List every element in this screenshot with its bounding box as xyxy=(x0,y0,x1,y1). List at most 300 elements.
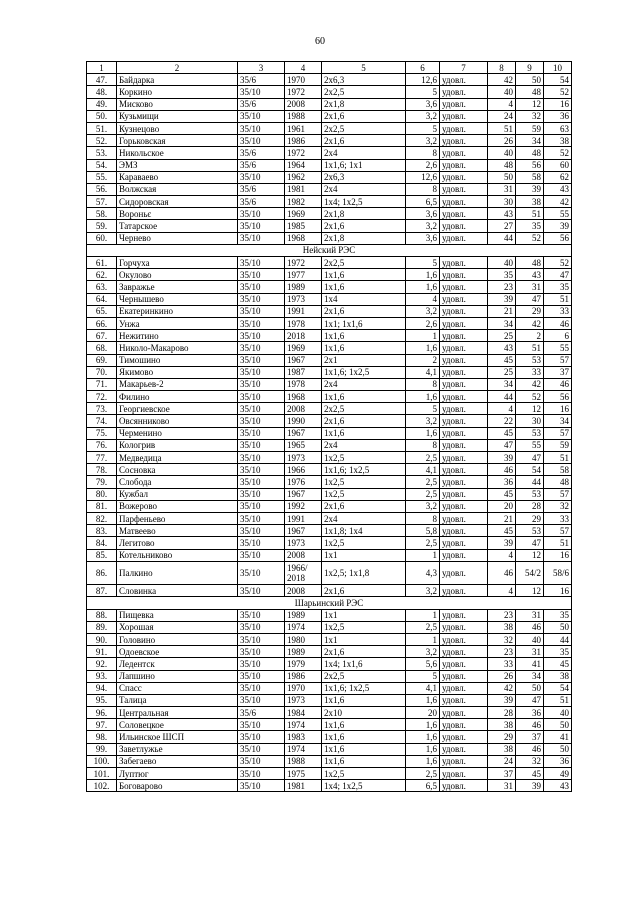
substation-name: Якимово xyxy=(117,366,238,378)
transformers: 1х2,5 xyxy=(322,476,406,488)
year: 1973 xyxy=(285,537,322,549)
condition: удовл. xyxy=(440,488,488,500)
voltage: 35/10 xyxy=(238,694,285,706)
table-row xyxy=(87,427,572,439)
value-9: 46 xyxy=(516,743,544,755)
row-number: 73. xyxy=(87,403,117,415)
transformers: 2х1,6 xyxy=(322,500,406,512)
year: 1972 xyxy=(285,86,322,98)
condition: удовл. xyxy=(440,159,488,171)
capacity: 4,1 xyxy=(406,366,440,378)
value-8: 50 xyxy=(488,171,516,183)
year: 1980 xyxy=(285,633,322,645)
table-row xyxy=(87,232,572,244)
substation-name: Слобода xyxy=(117,476,238,488)
substation-name: Заветлужье xyxy=(117,743,238,755)
condition: удовл. xyxy=(440,403,488,415)
header-cell: 4 xyxy=(285,62,322,74)
value-8: 30 xyxy=(488,196,516,208)
value-8: 34 xyxy=(488,317,516,329)
transformers: 1х1,6 xyxy=(322,427,406,439)
year: 2018 xyxy=(285,330,322,342)
voltage: 35/10 xyxy=(238,305,285,317)
value-8: 43 xyxy=(488,342,516,354)
capacity: 2,6 xyxy=(406,159,440,171)
voltage: 35/10 xyxy=(238,427,285,439)
value-8: 37 xyxy=(488,768,516,780)
value-8: 47 xyxy=(488,439,516,451)
year: 1986 xyxy=(285,135,322,147)
year: 1973 xyxy=(285,293,322,305)
condition: удовл. xyxy=(440,147,488,159)
substation-name: Ледентск xyxy=(117,658,238,670)
table-row xyxy=(87,512,572,524)
table-row xyxy=(87,74,572,86)
table-row xyxy=(87,561,572,585)
substation-name: Екатеринкино xyxy=(117,305,238,317)
value-10: 51 xyxy=(544,293,572,305)
section-heading-row xyxy=(87,244,572,256)
value-10: 44 xyxy=(544,633,572,645)
value-10: 51 xyxy=(544,452,572,464)
year: 1974 xyxy=(285,621,322,633)
transformers: 2х2,5 xyxy=(322,257,406,269)
value-10: 54 xyxy=(544,74,572,86)
value-8: 45 xyxy=(488,525,516,537)
capacity: 3,2 xyxy=(406,110,440,122)
value-9: 51 xyxy=(516,208,544,220)
value-10: 32 xyxy=(544,500,572,512)
capacity: 5 xyxy=(406,257,440,269)
row-number: 56. xyxy=(87,183,117,195)
condition: удовл. xyxy=(440,731,488,743)
condition: удовл. xyxy=(440,646,488,658)
value-8: 39 xyxy=(488,694,516,706)
value-8: 43 xyxy=(488,208,516,220)
table-row xyxy=(87,293,572,305)
voltage: 35/10 xyxy=(238,670,285,682)
value-8: 40 xyxy=(488,147,516,159)
table-row xyxy=(87,439,572,451)
capacity: 1,6 xyxy=(406,743,440,755)
value-10: 46 xyxy=(544,378,572,390)
condition: удовл. xyxy=(440,512,488,524)
value-10: 56 xyxy=(544,232,572,244)
substation-name: Коркино xyxy=(117,86,238,98)
row-number: 70. xyxy=(87,366,117,378)
table-row xyxy=(87,585,572,597)
table-row xyxy=(87,452,572,464)
substation-name: Кузнецово xyxy=(117,122,238,134)
value-8: 38 xyxy=(488,719,516,731)
capacity: 8 xyxy=(406,439,440,451)
substation-name: Унжа xyxy=(117,317,238,329)
value-8: 28 xyxy=(488,707,516,719)
table-row xyxy=(87,682,572,694)
table-row xyxy=(87,476,572,488)
condition: удовл. xyxy=(440,452,488,464)
row-number: 52. xyxy=(87,135,117,147)
table-row xyxy=(87,281,572,293)
capacity: 3,2 xyxy=(406,415,440,427)
capacity: 2,5 xyxy=(406,488,440,500)
capacity: 5,8 xyxy=(406,525,440,537)
value-9: 12 xyxy=(516,585,544,597)
value-9: 52 xyxy=(516,232,544,244)
value-8: 4 xyxy=(488,403,516,415)
substation-name: Черменино xyxy=(117,427,238,439)
value-8: 31 xyxy=(488,183,516,195)
table-row xyxy=(87,670,572,682)
year: 1966 xyxy=(285,464,322,476)
value-10: 35 xyxy=(544,646,572,658)
substation-name: Овсянниково xyxy=(117,415,238,427)
condition: удовл. xyxy=(440,122,488,134)
value-9: 31 xyxy=(516,281,544,293)
value-8: 46 xyxy=(488,561,516,585)
table-row xyxy=(87,110,572,122)
voltage: 35/10 xyxy=(238,281,285,293)
value-9: 12 xyxy=(516,98,544,110)
transformers: 1х1,6 xyxy=(322,743,406,755)
value-10: 16 xyxy=(544,585,572,597)
condition: удовл. xyxy=(440,658,488,670)
capacity: 3,2 xyxy=(406,500,440,512)
year: 1968 xyxy=(285,391,322,403)
year: 1966/ 2018 xyxy=(285,561,322,585)
voltage: 35/10 xyxy=(238,342,285,354)
capacity: 2 xyxy=(406,354,440,366)
substation-name: Кузьмищи xyxy=(117,110,238,122)
value-10: 36 xyxy=(544,110,572,122)
condition: удовл. xyxy=(440,707,488,719)
value-10: 16 xyxy=(544,98,572,110)
value-9: 53 xyxy=(516,354,544,366)
table-row xyxy=(87,694,572,706)
value-9: 34 xyxy=(516,135,544,147)
capacity: 1,6 xyxy=(406,427,440,439)
value-8: 44 xyxy=(488,232,516,244)
year: 1988 xyxy=(285,755,322,767)
value-10: 54 xyxy=(544,682,572,694)
transformers: 1х1,6 xyxy=(322,391,406,403)
value-10: 55 xyxy=(544,208,572,220)
substation-name: Пищевка xyxy=(117,609,238,621)
table-row xyxy=(87,525,572,537)
year: 1974 xyxy=(285,743,322,755)
voltage: 35/10 xyxy=(238,537,285,549)
substation-name: Горчуха xyxy=(117,257,238,269)
condition: удовл. xyxy=(440,525,488,537)
transformers: 2х1,6 xyxy=(322,110,406,122)
substation-name: Вожерово xyxy=(117,500,238,512)
row-number: 50. xyxy=(87,110,117,122)
row-number: 89. xyxy=(87,621,117,633)
year: 1978 xyxy=(285,378,322,390)
capacity: 1,6 xyxy=(406,342,440,354)
row-number: 54. xyxy=(87,159,117,171)
row-number: 97. xyxy=(87,719,117,731)
year: 1962 xyxy=(285,171,322,183)
voltage: 35/6 xyxy=(238,183,285,195)
value-9: 29 xyxy=(516,305,544,317)
row-number: 48. xyxy=(87,86,117,98)
transformers: 1х1 xyxy=(322,549,406,561)
voltage: 35/6 xyxy=(238,196,285,208)
value-9: 46 xyxy=(516,621,544,633)
value-10: 52 xyxy=(544,86,572,98)
condition: удовл. xyxy=(440,98,488,110)
substation-name: Боговарово xyxy=(117,780,238,792)
row-number: 91. xyxy=(87,646,117,658)
voltage: 35/6 xyxy=(238,98,285,110)
value-8: 35 xyxy=(488,269,516,281)
year: 1991 xyxy=(285,512,322,524)
voltage: 35/10 xyxy=(238,354,285,366)
value-9: 54/2 xyxy=(516,561,544,585)
transformers: 2х1,6 xyxy=(322,585,406,597)
value-10: 57 xyxy=(544,525,572,537)
transformers: 1х4 xyxy=(322,293,406,305)
year: 1969 xyxy=(285,208,322,220)
header-cell: 1 xyxy=(87,62,117,74)
value-9: 40 xyxy=(516,633,544,645)
condition: удовл. xyxy=(440,549,488,561)
value-8: 42 xyxy=(488,682,516,694)
header-cell: 2 xyxy=(117,62,238,74)
year: 2008 xyxy=(285,549,322,561)
table-row xyxy=(87,707,572,719)
table-row xyxy=(87,549,572,561)
transformers: 2х2,5 xyxy=(322,670,406,682)
condition: удовл. xyxy=(440,476,488,488)
value-10: 57 xyxy=(544,427,572,439)
value-9: 12 xyxy=(516,403,544,415)
transformers: 1х4; 1х2,5 xyxy=(322,780,406,792)
value-9: 56 xyxy=(516,159,544,171)
substation-name: Ильинское ШСП xyxy=(117,731,238,743)
row-number: 88. xyxy=(87,609,117,621)
substation-name: Соловецкое xyxy=(117,719,238,731)
transformers: 2х4 xyxy=(322,512,406,524)
value-9: 59 xyxy=(516,122,544,134)
value-8: 34 xyxy=(488,378,516,390)
row-number: 98. xyxy=(87,731,117,743)
transformers: 2х4 xyxy=(322,183,406,195)
value-8: 38 xyxy=(488,743,516,755)
substation-name: Кологрив xyxy=(117,439,238,451)
condition: удовл. xyxy=(440,464,488,476)
voltage: 35/10 xyxy=(238,257,285,269)
substation-name: Лапшино xyxy=(117,670,238,682)
value-9: 39 xyxy=(516,780,544,792)
transformers: 2х1,8 xyxy=(322,232,406,244)
capacity: 5 xyxy=(406,403,440,415)
value-8: 46 xyxy=(488,464,516,476)
voltage: 35/10 xyxy=(238,525,285,537)
condition: удовл. xyxy=(440,391,488,403)
capacity: 8 xyxy=(406,378,440,390)
year: 1989 xyxy=(285,281,322,293)
value-9: 52 xyxy=(516,391,544,403)
condition: удовл. xyxy=(440,743,488,755)
transformers: 1х2,5 xyxy=(322,488,406,500)
table-row xyxy=(87,658,572,670)
substation-name: Спасс xyxy=(117,682,238,694)
value-10: 46 xyxy=(544,317,572,329)
condition: удовл. xyxy=(440,208,488,220)
condition: удовл. xyxy=(440,305,488,317)
value-8: 45 xyxy=(488,488,516,500)
transformers: 1х1,6; 1х2,5 xyxy=(322,682,406,694)
capacity: 12,6 xyxy=(406,171,440,183)
row-number: 76. xyxy=(87,439,117,451)
condition: удовл. xyxy=(440,220,488,232)
capacity: 3,6 xyxy=(406,98,440,110)
voltage: 35/10 xyxy=(238,768,285,780)
value-9: 34 xyxy=(516,670,544,682)
condition: удовл. xyxy=(440,86,488,98)
substation-name: Котельниково xyxy=(117,549,238,561)
voltage: 35/10 xyxy=(238,561,285,585)
table-row xyxy=(87,731,572,743)
year: 2008 xyxy=(285,585,322,597)
year: 1975 xyxy=(285,768,322,780)
row-number: 101. xyxy=(87,768,117,780)
substation-name: Нежитино xyxy=(117,330,238,342)
transformers: 1х2,5; 1х1,8 xyxy=(322,561,406,585)
capacity: 2,5 xyxy=(406,476,440,488)
row-number: 99. xyxy=(87,743,117,755)
year: 1984 xyxy=(285,707,322,719)
condition: удовл. xyxy=(440,232,488,244)
voltage: 35/10 xyxy=(238,476,285,488)
value-9: 51 xyxy=(516,342,544,354)
row-number: 75. xyxy=(87,427,117,439)
table-row xyxy=(87,196,572,208)
substation-name: Головино xyxy=(117,633,238,645)
row-number: 80. xyxy=(87,488,117,500)
row-number: 57. xyxy=(87,196,117,208)
value-10: 58/6 xyxy=(544,561,572,585)
value-9: 29 xyxy=(516,512,544,524)
transformers: 1х1 xyxy=(322,609,406,621)
row-number: 64. xyxy=(87,293,117,305)
row-number: 85. xyxy=(87,549,117,561)
value-8: 45 xyxy=(488,427,516,439)
year: 1974 xyxy=(285,719,322,731)
value-10: 50 xyxy=(544,743,572,755)
table-row xyxy=(87,147,572,159)
voltage: 35/10 xyxy=(238,500,285,512)
voltage: 35/10 xyxy=(238,609,285,621)
substation-name: Никольское xyxy=(117,147,238,159)
condition: удовл. xyxy=(440,694,488,706)
value-9: 33 xyxy=(516,366,544,378)
capacity: 1 xyxy=(406,330,440,342)
transformers: 2х1,8 xyxy=(322,98,406,110)
value-8: 45 xyxy=(488,354,516,366)
row-number: 62. xyxy=(87,269,117,281)
voltage: 35/10 xyxy=(238,646,285,658)
value-9: 39 xyxy=(516,183,544,195)
capacity: 1,6 xyxy=(406,694,440,706)
value-8: 29 xyxy=(488,731,516,743)
substation-name: Окулово xyxy=(117,269,238,281)
substation-name: Макарьев-2 xyxy=(117,378,238,390)
capacity: 5 xyxy=(406,122,440,134)
transformers: 1х1,6 xyxy=(322,342,406,354)
substation-name: Вороньє xyxy=(117,208,238,220)
year: 1987 xyxy=(285,366,322,378)
substation-name: Луптюг xyxy=(117,768,238,780)
condition: удовл. xyxy=(440,621,488,633)
condition: удовл. xyxy=(440,415,488,427)
year: 1982 xyxy=(285,196,322,208)
capacity: 2,5 xyxy=(406,452,440,464)
capacity: 5 xyxy=(406,86,440,98)
voltage: 35/10 xyxy=(238,415,285,427)
header-row xyxy=(87,62,572,74)
condition: удовл. xyxy=(440,633,488,645)
value-8: 4 xyxy=(488,98,516,110)
transformers: 1х2,5 xyxy=(322,537,406,549)
table-row xyxy=(87,415,572,427)
row-number: 78. xyxy=(87,464,117,476)
transformers: 2х6,3 xyxy=(322,74,406,86)
year: 1981 xyxy=(285,183,322,195)
transformers: 2х10 xyxy=(322,707,406,719)
value-9: 47 xyxy=(516,293,544,305)
value-8: 44 xyxy=(488,391,516,403)
year: 2008 xyxy=(285,403,322,415)
value-8: 39 xyxy=(488,537,516,549)
condition: удовл. xyxy=(440,439,488,451)
table-row xyxy=(87,171,572,183)
year: 1985 xyxy=(285,220,322,232)
voltage: 35/10 xyxy=(238,719,285,731)
table-row xyxy=(87,305,572,317)
voltage: 35/10 xyxy=(238,780,285,792)
capacity: 4,3 xyxy=(406,561,440,585)
year: 1991 xyxy=(285,305,322,317)
substation-name: Георгиевское xyxy=(117,403,238,415)
value-9: 42 xyxy=(516,378,544,390)
year: 1989 xyxy=(285,609,322,621)
substation-name: Забегаево xyxy=(117,755,238,767)
table-row xyxy=(87,609,572,621)
transformers: 1х4; 1х1,6 xyxy=(322,658,406,670)
table-row xyxy=(87,342,572,354)
substation-name: Парфеньево xyxy=(117,512,238,524)
year: 1970 xyxy=(285,74,322,86)
table-row xyxy=(87,464,572,476)
value-9: 48 xyxy=(516,257,544,269)
transformers: 1х2,5 xyxy=(322,768,406,780)
voltage: 35/10 xyxy=(238,658,285,670)
header-cell: 3 xyxy=(238,62,285,74)
table-row xyxy=(87,621,572,633)
voltage: 35/10 xyxy=(238,743,285,755)
condition: удовл. xyxy=(440,609,488,621)
value-8: 26 xyxy=(488,135,516,147)
year: 1965 xyxy=(285,439,322,451)
capacity: 1,6 xyxy=(406,281,440,293)
value-10: 56 xyxy=(544,391,572,403)
value-8: 23 xyxy=(488,281,516,293)
year: 1983 xyxy=(285,731,322,743)
value-9: 45 xyxy=(516,768,544,780)
